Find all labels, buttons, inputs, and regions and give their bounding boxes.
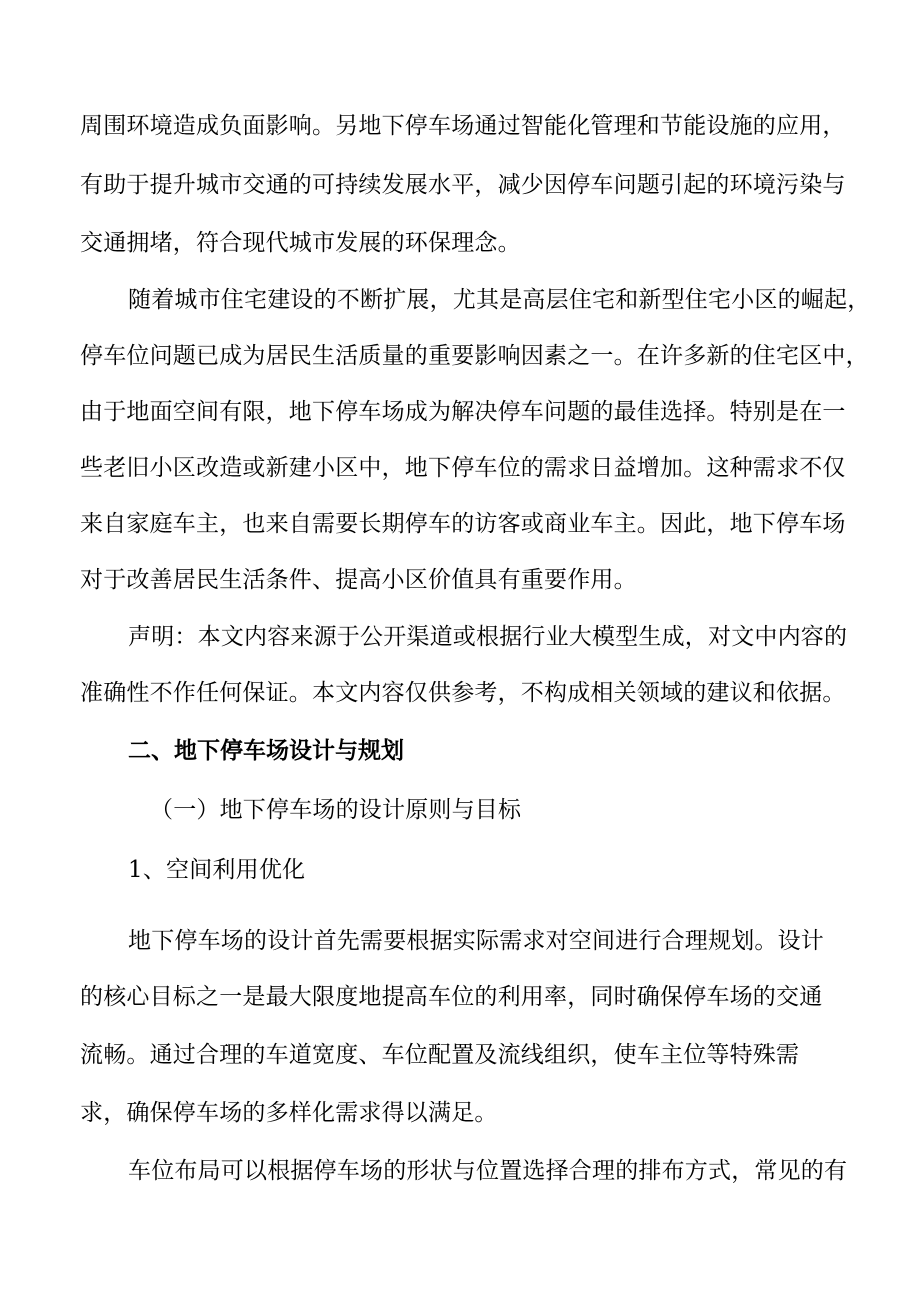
paragraph-2-line-5: 来自家庭车主，也来自需要长期停车的访客或商业车主。因此，地下停车场	[80, 511, 846, 537]
paragraph-1-line-2: 有助于提升城市交通的可持续发展水平，减少因停车问题引起的环境污染与	[80, 172, 846, 198]
subsection-heading: （一）地下停车场的设计原则与目标	[150, 797, 522, 823]
paragraph-2-line-3: 由于地面空间有限，地下停车场成为解决停车问题的最佳选择。特别是在一	[80, 399, 846, 425]
item-heading: 1、空间利用优化	[128, 857, 306, 883]
paragraph-2-line-6: 对于改善居民生活条件、提高小区价值具有重要作用。	[80, 567, 637, 593]
paragraph-1-line-1: 周围环境造成负面影响。另地下停车场通过智能化管理和节能设施的应用，	[80, 113, 846, 139]
paragraph-4-line-4: 求，确保停车场的多样化需求得以满足。	[80, 1100, 498, 1126]
paragraph-2-line-1: 随着城市住宅建设的不断扩展，尤其是高层住宅和新型住宅小区的崛起，	[128, 287, 871, 313]
disclaimer-line-2: 准确性不作任何保证。本文内容仅供参考，不构成相关领域的建议和依据。	[80, 680, 846, 706]
paragraph-4-line-3: 流畅。通过合理的车道宽度、车位配置及流线组织，使车主位等特殊需	[80, 1042, 800, 1068]
disclaimer-line-1: 声明：本文内容来源于公开渠道或根据行业大模型生成，对文中内容的	[128, 624, 848, 650]
paragraph-2-line-4: 些老旧小区改造或新建小区中，地下停车位的需求日益增加。这种需求不仅	[80, 455, 846, 481]
paragraph-4-line-2: 的核心目标之一是最大限度地提高车位的利用率，同时确保停车场的交通	[80, 984, 823, 1010]
paragraph-2-line-2: 停车位问题已成为居民生活质量的重要影响因素之一。在许多新的住宅区中，	[80, 343, 869, 369]
paragraph-5-line-1: 车位布局可以根据停车场的形状与位置选择合理的排布方式，常见的有	[128, 1158, 848, 1184]
section-heading: 二、地下停车场设计与规划	[128, 738, 404, 764]
paragraph-4-line-1: 地下停车场的设计首先需要根据实际需求对空间进行合理规划。设计	[128, 928, 824, 954]
paragraph-1-line-3: 交通拥堵，符合现代城市发展的环保理念。	[80, 230, 521, 256]
